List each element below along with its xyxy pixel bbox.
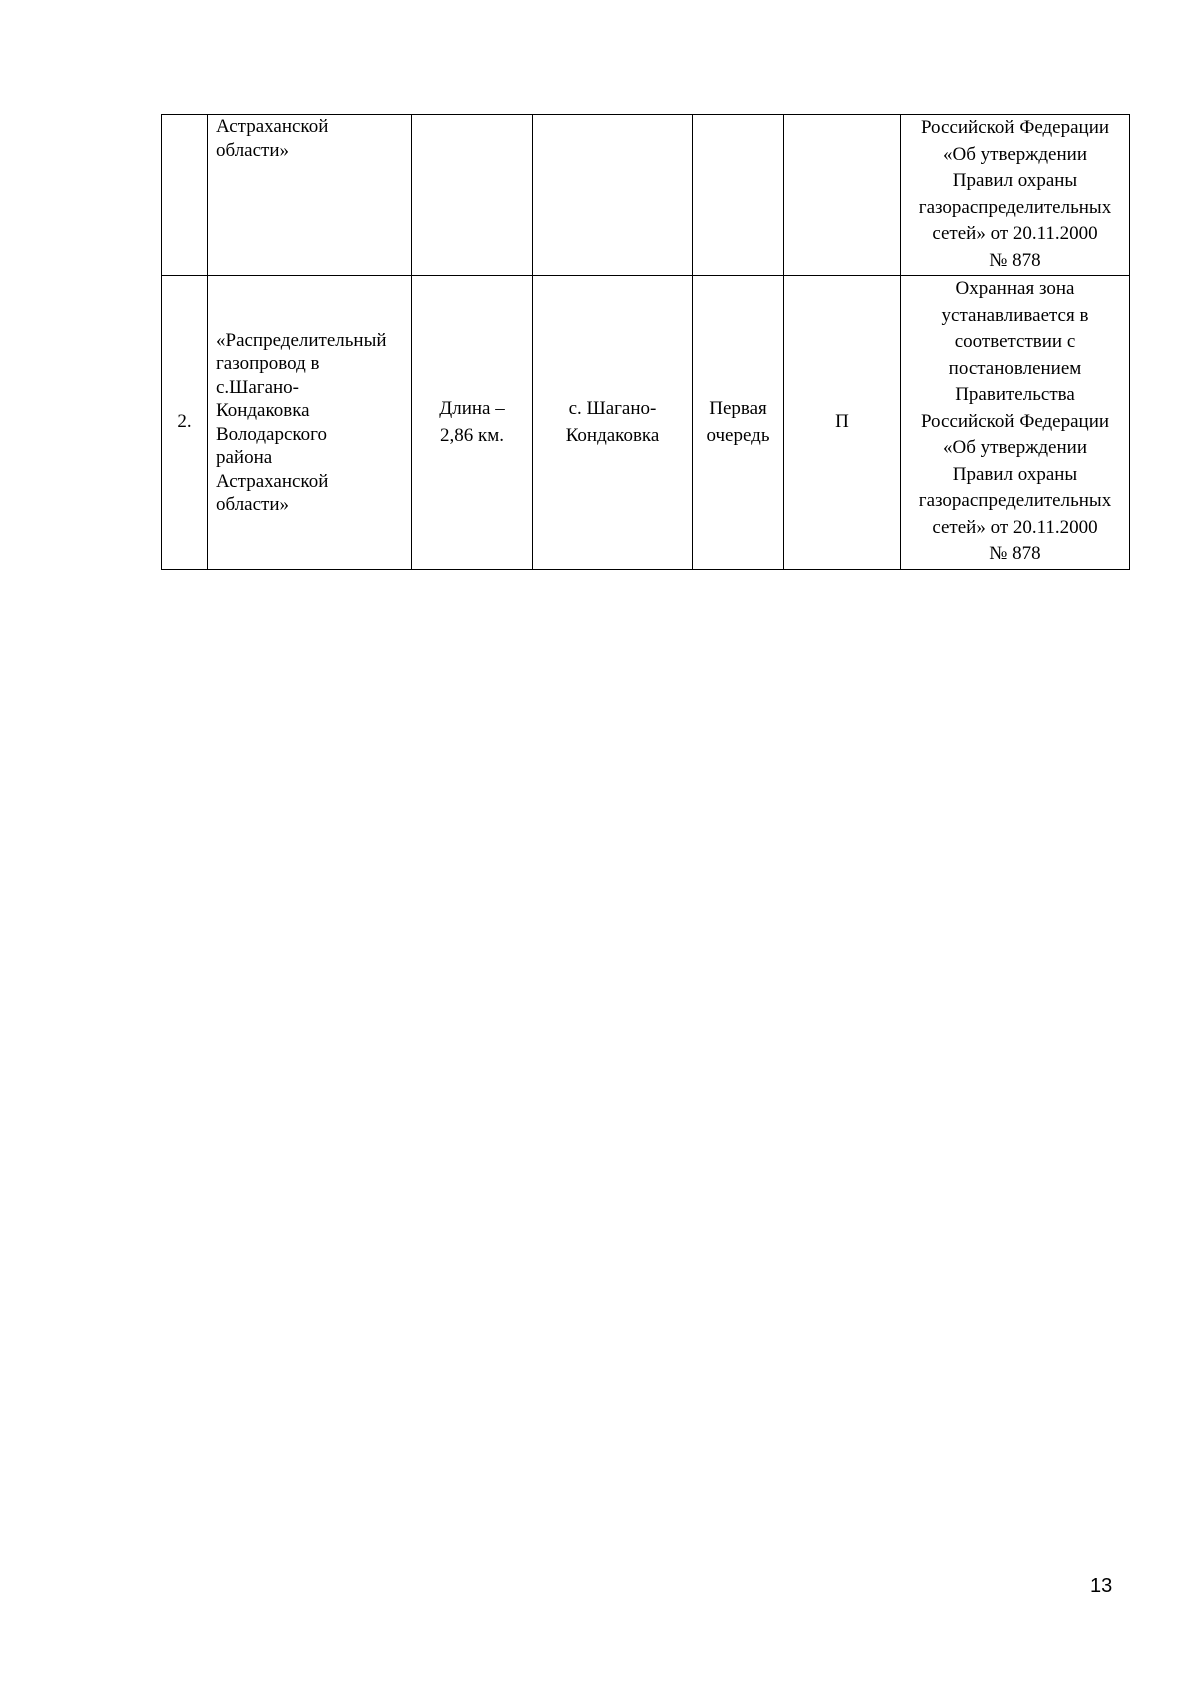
table-row: [162, 276, 1130, 570]
protection-zone-cell: Охранная зона устанавливается в соответствии с постановлением Правительства Российской Федерации «Об утверждении Правил охраны газораспределительных сетей» от 20.11.2000 № 878: [901, 276, 1130, 570]
type-cell: [784, 115, 901, 276]
stage-cell: [693, 115, 784, 276]
page-number: 13: [1090, 1575, 1113, 1597]
row-number-cell: 2.: [162, 276, 208, 570]
length-cell: [412, 115, 533, 276]
location-cell: [533, 115, 693, 276]
location-cell: с. Шагано- Кондаковка: [533, 276, 693, 570]
protection-zone-cell: Российской Федерации «Об утверждении Правил охраны газораспределительных сетей» от 20.11.2000 № 878: [901, 115, 1130, 276]
table-row: [162, 115, 1130, 276]
objects-table: [161, 114, 1130, 570]
object-name-cell: Астраханской области»: [208, 115, 412, 276]
row-number-cell: [162, 115, 208, 276]
length-cell: Длина – 2,86 км.: [412, 276, 533, 570]
type-cell: П: [784, 276, 901, 570]
stage-cell: Первая очередь: [693, 276, 784, 570]
object-name-cell: «Распределительный газопровод в с.Шагано- Кондаковка Володарского района Астраханской области»: [208, 276, 412, 570]
